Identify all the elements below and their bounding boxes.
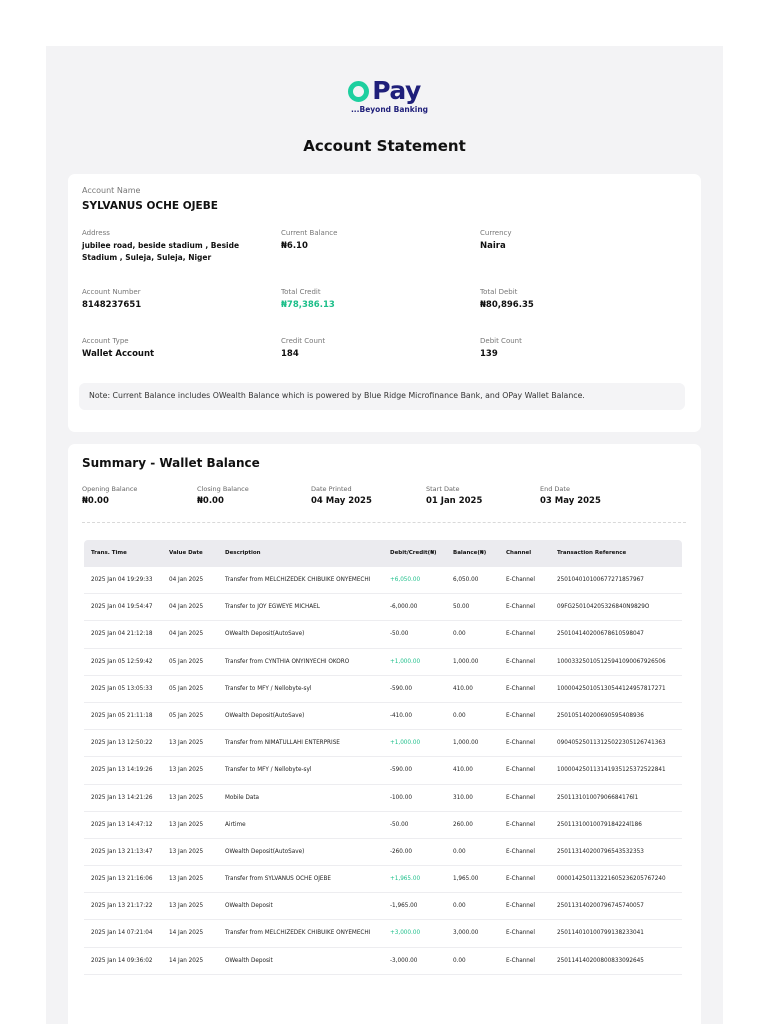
header-value-date: Value Date xyxy=(169,550,203,556)
header-debit-credit: Debit/Credit(₦) xyxy=(390,550,437,556)
cell-reference: 100033250105125941090067926506 xyxy=(557,658,666,665)
table-row xyxy=(84,703,682,730)
start-date-label: Start Date xyxy=(426,485,460,493)
cell-description: Transfer from MELCHIZEDEK CHIBUIKE ONYEMECHI xyxy=(225,930,371,937)
cell-value-date: 04 Jan 2025 xyxy=(169,604,204,611)
cell-value-date: 13 Jan 2025 xyxy=(169,903,204,910)
cell-description: Transfer to MFY / Nellobyte-syl xyxy=(225,767,312,774)
table-row xyxy=(84,839,682,866)
date-printed-value: 04 May 2025 xyxy=(311,496,372,506)
account-name-label: Account Name xyxy=(82,186,141,195)
cell-balance: 310.00 xyxy=(453,794,473,801)
table-row xyxy=(84,893,682,920)
table-row xyxy=(84,649,682,676)
cell-balance: 0.00 xyxy=(453,903,466,910)
cell-channel: E-Channel xyxy=(506,821,535,828)
header-channel: Channel xyxy=(506,550,532,556)
cell-value-date: 05 Jan 2025 xyxy=(169,658,204,665)
cell-value-date: 13 Jan 2025 xyxy=(169,740,204,747)
opening-balance-label: Opening Balance xyxy=(82,485,138,493)
current-balance-label: Current Balance xyxy=(281,229,338,237)
cell-description: OWealth Deposit(AutoSave) xyxy=(225,712,305,719)
cell-balance: 410.00 xyxy=(453,767,473,774)
header-balance: Balance(₦) xyxy=(453,550,487,556)
cell-trans-time: 2025 Jan 13 21:16:06 xyxy=(91,876,153,883)
cell-reference: 250113101007906684176l1 xyxy=(557,794,639,801)
account-details-card xyxy=(68,174,701,432)
cell-balance: 0.00 xyxy=(453,957,466,964)
cell-description: Transfer from NIMATULLAHI ENTERPRISE xyxy=(225,740,340,747)
cell-trans-time: 2025 Jan 14 07:21:04 xyxy=(91,930,153,937)
cell-description: Transfer to JOY EGWEYE MICHAEL xyxy=(225,604,320,611)
cell-trans-time: 2025 Jan 13 14:47:12 xyxy=(91,821,153,828)
cell-description: OWealth Deposit(AutoSave) xyxy=(225,848,305,855)
cell-trans-time: 2025 Jan 05 13:05:33 xyxy=(91,685,153,692)
table-header xyxy=(84,540,682,567)
total-debit-label: Total Debit xyxy=(480,288,518,296)
cell-channel: E-Channel xyxy=(506,903,535,910)
opening-balance-value: ₦0.00 xyxy=(82,496,109,506)
cell-reference: 090405250113125022305126741363 xyxy=(557,740,666,747)
cell-channel: E-Channel xyxy=(506,767,535,774)
cell-amount: +1,000.00 xyxy=(390,658,421,665)
cell-value-date: 13 Jan 2025 xyxy=(169,848,204,855)
logo-mark xyxy=(348,76,421,105)
cell-amount: +3,000.00 xyxy=(390,930,421,937)
date-printed-label: Date Printed xyxy=(311,485,352,493)
address-value: jubilee road, beside stadium , Beside Stadium , Suleja, Suleja, Niger xyxy=(82,241,240,262)
cell-trans-time: 2025 Jan 13 14:21:26 xyxy=(91,794,153,801)
cell-amount: -590.00 xyxy=(390,767,412,774)
table-row xyxy=(84,920,682,947)
cell-value-date: 14 Jan 2025 xyxy=(169,930,204,937)
cell-trans-time: 2025 Jan 13 21:17:22 xyxy=(91,903,153,910)
closing-balance-value: ₦0.00 xyxy=(197,496,224,506)
cell-description: OWealth Deposit(AutoSave) xyxy=(225,631,305,638)
cell-reference: 250104010100677271857967 xyxy=(557,577,644,583)
cell-description: Mobile Data xyxy=(225,794,260,801)
table-row xyxy=(84,785,682,812)
cell-description: Transfer from MELCHIZEDEK CHIBUIKE ONYEMECHI xyxy=(225,577,371,583)
table-row xyxy=(84,948,682,975)
cell-amount: -590.00 xyxy=(390,685,412,692)
cell-description: OWealth Deposit xyxy=(225,957,273,964)
cell-amount: -100.00 xyxy=(390,794,412,801)
total-credit-label: Total Credit xyxy=(281,288,321,296)
table-row xyxy=(84,812,682,839)
cell-balance: 0.00 xyxy=(453,712,466,719)
cell-description: Airtime xyxy=(225,821,246,828)
credit-count-label: Credit Count xyxy=(281,337,326,345)
account-type-value: Wallet Account xyxy=(82,349,155,359)
debit-count-value: 139 xyxy=(480,349,498,359)
table-row xyxy=(84,567,682,594)
cell-reference: 250113140200796745740057 xyxy=(557,903,644,910)
cell-description: Transfer from CYNTHIA ONYINYECHI OKORO xyxy=(225,658,350,665)
cell-trans-time: 2025 Jan 13 12:50:22 xyxy=(91,740,153,747)
cell-balance: 50.00 xyxy=(453,604,470,611)
cell-amount: +6,050.00 xyxy=(390,577,421,583)
account-type-label: Account Type xyxy=(82,337,129,345)
currency-label: Currency xyxy=(480,229,512,237)
cell-description: Transfer to MFY / Nellobyte-syl xyxy=(225,685,312,692)
cell-amount: +1,965.00 xyxy=(390,876,421,883)
cell-channel: E-Channel xyxy=(506,604,535,611)
cell-reference: 250105140200690595408936 xyxy=(557,712,644,719)
cell-amount: -50.00 xyxy=(390,821,409,828)
table-row xyxy=(84,866,682,893)
balance-note: Note: Current Balance includes OWealth Balance which is powered by Blue Ridge Microfinance Bank, and OPay Wallet Balance. xyxy=(79,383,685,410)
closing-balance-label: Closing Balance xyxy=(197,485,249,493)
summary-card xyxy=(68,444,701,1024)
cell-trans-time: 2025 Jan 04 19:29:33 xyxy=(91,577,153,583)
cell-balance: 0.00 xyxy=(453,848,466,855)
cell-value-date: 05 Jan 2025 xyxy=(169,712,204,719)
cell-reference: 09FG250104205326840N9829O xyxy=(557,604,650,611)
transactions-table xyxy=(84,540,682,975)
start-date-value: 01 Jan 2025 xyxy=(426,496,483,506)
logo-tagline: ...Beyond Banking xyxy=(350,105,429,114)
opay-logo xyxy=(46,76,723,114)
cell-balance: 1,000.00 xyxy=(453,740,479,747)
statement-page xyxy=(46,46,723,1024)
cell-reference: 250114010100799138233041 xyxy=(557,930,644,937)
total-debit-value: ₦80,896.35 xyxy=(480,300,534,310)
cell-reference: 250104140200678610598047 xyxy=(557,631,644,638)
cell-balance: 1,000.00 xyxy=(453,658,479,665)
cell-trans-time: 2025 Jan 13 21:13:47 xyxy=(91,848,153,855)
summary-title: Summary - Wallet Balance xyxy=(82,456,260,470)
cell-reference: 25011310010079184224l186 xyxy=(557,821,642,828)
cell-value-date: 13 Jan 2025 xyxy=(169,821,204,828)
end-date-label: End Date xyxy=(540,485,570,493)
table-row xyxy=(84,621,682,648)
cell-trans-time: 2025 Jan 14 09:36:02 xyxy=(91,957,153,964)
cell-amount: -410.00 xyxy=(390,712,412,719)
cell-channel: E-Channel xyxy=(506,631,535,638)
cell-value-date: 13 Jan 2025 xyxy=(169,794,204,801)
cell-trans-time: 2025 Jan 04 21:12:18 xyxy=(91,631,153,638)
table-row xyxy=(84,757,682,784)
cell-amount: -3,000.00 xyxy=(390,957,418,964)
debit-count-label: Debit Count xyxy=(480,337,522,345)
cell-balance: 410.00 xyxy=(453,685,473,692)
cell-channel: E-Channel xyxy=(506,577,535,583)
logo-wordmark: Pay xyxy=(372,76,421,105)
cell-value-date: 04 Jan 2025 xyxy=(169,631,204,638)
cell-balance: 6,050.00 xyxy=(453,577,479,583)
table-row xyxy=(84,594,682,621)
cell-channel: E-Channel xyxy=(506,740,535,747)
cell-trans-time: 2025 Jan 13 14:19:26 xyxy=(91,767,153,774)
cell-amount: -6,000.00 xyxy=(390,604,418,611)
cell-trans-time: 2025 Jan 04 19:54:47 xyxy=(91,604,153,611)
cell-channel: E-Channel xyxy=(506,685,535,692)
cell-value-date: 04 Jan 2025 xyxy=(169,577,204,583)
cell-value-date: 14 Jan 2025 xyxy=(169,957,204,964)
cell-trans-time: 2025 Jan 05 21:11:18 xyxy=(91,712,153,719)
cell-value-date: 05 Jan 2025 xyxy=(169,685,204,692)
cell-reference: 250114140200800833092645 xyxy=(557,957,644,964)
table-body xyxy=(84,567,682,975)
cell-amount: -1,965.00 xyxy=(390,903,418,910)
total-credit-value: ₦78,386.13 xyxy=(281,300,335,310)
cell-reference: 250113140200796543532353 xyxy=(557,848,644,855)
cell-description: Transfer from SYLVANUS OCHE OJEBE xyxy=(225,876,331,883)
cell-balance: 0.00 xyxy=(453,631,466,638)
cell-amount: -260.00 xyxy=(390,848,412,855)
table-row xyxy=(84,730,682,757)
cell-reference: 100004250105130544124957817271 xyxy=(557,685,666,692)
account-number-label: Account Number xyxy=(82,288,141,296)
cell-channel: E-Channel xyxy=(506,848,535,855)
cell-channel: E-Channel xyxy=(506,930,535,937)
current-balance-value: ₦6.10 xyxy=(281,241,308,251)
cell-balance: 1,965.00 xyxy=(453,876,479,883)
account-number-value: 8148237651 xyxy=(82,300,142,310)
summary-divider xyxy=(82,522,686,523)
cell-balance: 260.00 xyxy=(453,821,473,828)
cell-reference: 000014250113221605236205767240 xyxy=(557,876,666,883)
table-row xyxy=(84,676,682,703)
credit-count-value: 184 xyxy=(281,349,299,359)
cell-channel: E-Channel xyxy=(506,957,535,964)
cell-amount: +1,000.00 xyxy=(390,740,421,747)
cell-trans-time: 2025 Jan 05 12:59:42 xyxy=(91,658,153,665)
header-description: Description xyxy=(225,550,261,556)
address-label: Address xyxy=(82,229,110,237)
header-trans-time: Trans. Time xyxy=(91,550,127,556)
page-title: Account Statement xyxy=(303,137,466,155)
currency-value: Naira xyxy=(480,241,506,251)
cell-channel: E-Channel xyxy=(506,876,535,883)
cell-channel: E-Channel xyxy=(506,658,535,665)
cell-reference: 100004250113141935125372522841 xyxy=(557,767,666,774)
cell-balance: 3,000.00 xyxy=(453,930,479,937)
header-reference: Transaction Reference xyxy=(557,550,627,556)
cell-channel: E-Channel xyxy=(506,712,535,719)
cell-channel: E-Channel xyxy=(506,794,535,801)
cell-value-date: 13 Jan 2025 xyxy=(169,767,204,774)
cell-amount: -50.00 xyxy=(390,631,409,638)
opay-ring-icon xyxy=(348,81,369,102)
cell-value-date: 13 Jan 2025 xyxy=(169,876,204,883)
cell-description: OWealth Deposit xyxy=(225,903,273,910)
end-date-value: 03 May 2025 xyxy=(540,496,601,506)
account-name: SYLVANUS OCHE OJEBE xyxy=(82,200,218,212)
